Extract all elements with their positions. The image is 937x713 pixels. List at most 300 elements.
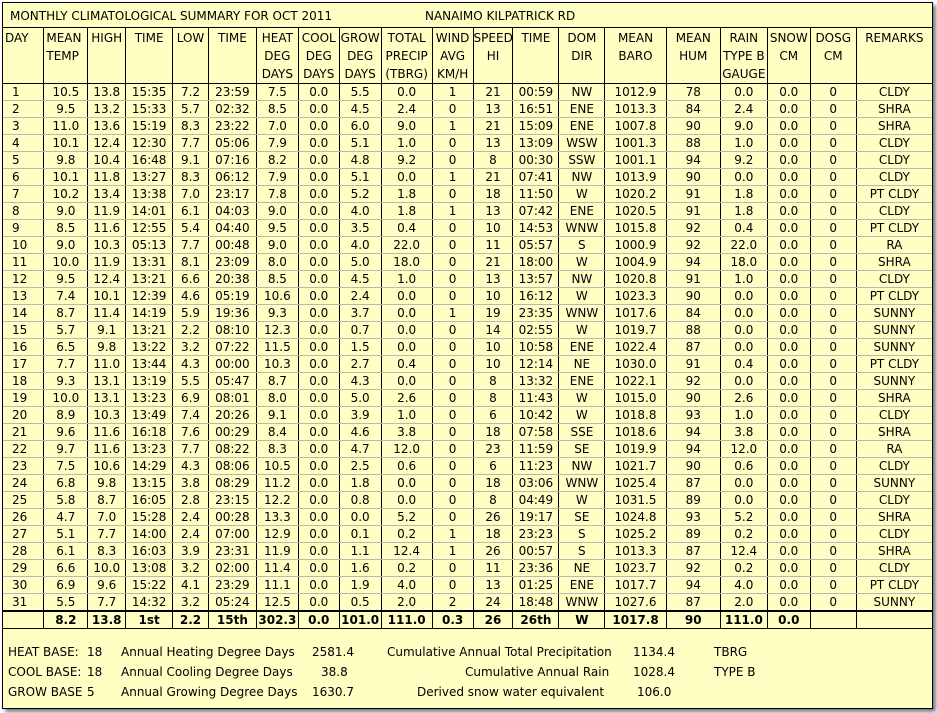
table-cell: 13:19 xyxy=(126,373,173,390)
table-cell: 07:42 xyxy=(513,203,559,220)
table-cell: 1.8 xyxy=(720,186,767,203)
table-cell: 10.6 xyxy=(88,458,126,475)
table-cell: 13:49 xyxy=(126,407,173,424)
table-cell: 1017.7 xyxy=(605,577,666,594)
column-header: COOL DEG DAYS xyxy=(298,28,339,84)
table-cell: 8.5 xyxy=(256,271,298,288)
cum-precip-label: Cumulative Annual Total Precipitation xyxy=(387,645,612,659)
table-cell: 00:57 xyxy=(513,543,559,560)
table-cell: 5.8 xyxy=(44,492,88,509)
table-cell: 0.0 xyxy=(298,594,339,612)
table-cell: 1025.2 xyxy=(605,526,666,543)
table-cell: 23:23 xyxy=(513,526,559,543)
header-row xyxy=(3,28,932,84)
table-cell: 0.0 xyxy=(720,373,767,390)
table-cell: 14 xyxy=(3,305,44,322)
table-cell: 0 xyxy=(810,492,856,509)
table-cell: 23:22 xyxy=(208,118,256,135)
table-cell: 0.0 xyxy=(767,186,810,203)
table-cell: 2.4 xyxy=(173,526,209,543)
table-cell: 9.2 xyxy=(381,152,432,169)
table-cell: 7.7 xyxy=(173,237,209,254)
table-cell: 13:38 xyxy=(126,186,173,203)
table-cell: 7.5 xyxy=(256,84,298,101)
table-cell: 25 xyxy=(3,492,44,509)
table-cell: 3.9 xyxy=(339,407,381,424)
table-cell: 05:24 xyxy=(208,594,256,612)
table-cell: 0 xyxy=(432,424,473,441)
table-cell: 11.9 xyxy=(256,543,298,560)
table-row xyxy=(3,322,932,339)
table-cell: 4.6 xyxy=(173,288,209,305)
table-cell: 0 xyxy=(432,390,473,407)
totals-cell: 2.2 xyxy=(173,611,209,629)
column-header: SPEED HI xyxy=(473,28,513,84)
table-row xyxy=(3,407,932,424)
table-cell: 0 xyxy=(432,237,473,254)
totals-cell: 90 xyxy=(666,611,720,629)
table-cell: 6.0 xyxy=(339,118,381,135)
table-cell: 18 xyxy=(473,475,513,492)
table-cell: 0 xyxy=(432,101,473,118)
table-row xyxy=(3,186,932,203)
table-cell: 0.0 xyxy=(767,288,810,305)
table-cell: 5 xyxy=(3,152,44,169)
table-row xyxy=(3,526,932,543)
table-cell: 11 xyxy=(473,560,513,577)
table-cell: 0.0 xyxy=(767,169,810,186)
table-cell: ENE xyxy=(559,203,605,220)
cum-precip-unit: TBRG xyxy=(714,645,748,659)
table-cell: 4.0 xyxy=(339,203,381,220)
table-cell: 0 xyxy=(432,492,473,509)
table-cell: 0 xyxy=(810,152,856,169)
table-cell: 21 xyxy=(473,118,513,135)
table-cell: 1031.5 xyxy=(605,492,666,509)
annual-heating-label: Annual Heating Degree Days xyxy=(121,645,295,659)
table-cell: 14:01 xyxy=(126,203,173,220)
table-row xyxy=(3,152,932,169)
table-cell: 13:09 xyxy=(513,135,559,152)
table-cell: 0.0 xyxy=(298,322,339,339)
table-cell: 5.5 xyxy=(173,373,209,390)
table-cell: 4.0 xyxy=(339,237,381,254)
station-name: NANAIMO KILPATRICK RD xyxy=(425,9,576,23)
totals-cell: 111.0 xyxy=(381,611,432,629)
table-cell: 1012.9 xyxy=(605,84,666,101)
table-cell: 0.0 xyxy=(767,475,810,492)
table-cell: 26 xyxy=(3,509,44,526)
table-cell: 13:21 xyxy=(126,271,173,288)
table-cell: SSW xyxy=(559,152,605,169)
table-cell: 8.0 xyxy=(256,254,298,271)
table-cell: 1.9 xyxy=(339,577,381,594)
table-cell: 11.9 xyxy=(88,203,126,220)
table-cell: 13:23 xyxy=(126,390,173,407)
table-cell: 0 xyxy=(810,84,856,101)
table-cell: 0.0 xyxy=(298,441,339,458)
table-cell: 1018.8 xyxy=(605,407,666,424)
table-cell: 5.5 xyxy=(44,594,88,612)
title-bar xyxy=(3,3,932,28)
table-cell: 94 xyxy=(666,577,720,594)
table-cell: 0.0 xyxy=(767,152,810,169)
table-cell: 1000.9 xyxy=(605,237,666,254)
table-cell: 0.0 xyxy=(298,543,339,560)
table-cell: 10.2 xyxy=(44,186,88,203)
table-cell: 13 xyxy=(473,135,513,152)
table-row xyxy=(3,560,932,577)
table-cell: 87 xyxy=(666,543,720,560)
table-cell: 0.0 xyxy=(767,543,810,560)
table-cell: 13:44 xyxy=(126,356,173,373)
table-cell: 4.3 xyxy=(173,458,209,475)
totals-cell: 13.8 xyxy=(88,611,126,629)
table-cell: 0.0 xyxy=(767,577,810,594)
table-cell: 7.7 xyxy=(173,135,209,152)
table-cell: 3.8 xyxy=(381,424,432,441)
table-cell: 1022.4 xyxy=(605,339,666,356)
table-cell: CLDY xyxy=(856,152,932,169)
table-cell: 9.8 xyxy=(88,475,126,492)
totals-cell xyxy=(856,611,932,629)
table-cell: 00:48 xyxy=(208,237,256,254)
table-cell: 0 xyxy=(810,526,856,543)
table-cell: 13.2 xyxy=(88,101,126,118)
table-cell: 0 xyxy=(432,186,473,203)
table-cell: 0.0 xyxy=(298,424,339,441)
table-cell: 4.6 xyxy=(339,424,381,441)
table-cell: SE xyxy=(559,509,605,526)
table-cell: 13 xyxy=(473,101,513,118)
table-cell: 6.8 xyxy=(44,475,88,492)
table-cell: 0 xyxy=(810,509,856,526)
table-cell: 0.0 xyxy=(298,356,339,373)
table-cell: 07:00 xyxy=(208,526,256,543)
table-cell: 18:00 xyxy=(513,254,559,271)
table-cell: 13:31 xyxy=(126,254,173,271)
table-cell: 10:58 xyxy=(513,339,559,356)
cum-rain-unit: TYPE B xyxy=(714,665,756,679)
table-cell: 1001.3 xyxy=(605,135,666,152)
table-cell: 89 xyxy=(666,492,720,509)
table-cell: 7.9 xyxy=(256,135,298,152)
table-cell: CLDY xyxy=(856,526,932,543)
table-cell: 3.9 xyxy=(173,543,209,560)
table-cell: 27 xyxy=(3,526,44,543)
table-cell: 22.0 xyxy=(381,237,432,254)
table-cell: 10.1 xyxy=(88,288,126,305)
table-cell: 0.0 xyxy=(767,407,810,424)
table-cell: 4.1 xyxy=(173,577,209,594)
table-cell: 00:29 xyxy=(208,424,256,441)
table-cell: 1 xyxy=(432,305,473,322)
table-cell: 2.2 xyxy=(173,322,209,339)
table-cell: 02:32 xyxy=(208,101,256,118)
table-cell: 5.7 xyxy=(173,101,209,118)
table-cell: 8.5 xyxy=(44,220,88,237)
annual-growing-value: 1630.7 xyxy=(312,685,354,699)
totals-row xyxy=(3,611,932,629)
table-cell: 12.0 xyxy=(720,441,767,458)
table-cell: ENE xyxy=(559,101,605,118)
totals-cell: 0.0 xyxy=(298,611,339,629)
table-cell: 0 xyxy=(810,135,856,152)
table-cell: 1.8 xyxy=(381,203,432,220)
table-cell: 4.0 xyxy=(720,577,767,594)
table-cell: 0.0 xyxy=(767,390,810,407)
table-cell: 4.5 xyxy=(339,101,381,118)
totals-cell: 111.0 xyxy=(720,611,767,629)
cum-rain-value: 1028.4 xyxy=(633,665,675,679)
table-cell: 18:48 xyxy=(513,594,559,612)
table-cell: 00:59 xyxy=(513,84,559,101)
table-cell: 2 xyxy=(432,594,473,612)
table-cell: 1027.6 xyxy=(605,594,666,612)
table-row xyxy=(3,288,932,305)
table-cell: 8.0 xyxy=(256,390,298,407)
table-cell: 0.0 xyxy=(298,339,339,356)
table-cell: 1007.8 xyxy=(605,118,666,135)
table-cell: 0.4 xyxy=(720,356,767,373)
table-cell: 84 xyxy=(666,305,720,322)
table-cell: 0.0 xyxy=(720,475,767,492)
table-cell: 0.0 xyxy=(298,152,339,169)
table-cell: NW xyxy=(559,169,605,186)
totals-cell: 15th xyxy=(208,611,256,629)
table-cell: CLDY xyxy=(856,492,932,509)
table-row xyxy=(3,441,932,458)
table-cell: 5.2 xyxy=(720,509,767,526)
table-cell: 11 xyxy=(473,237,513,254)
table-cell: 0.0 xyxy=(767,526,810,543)
annual-heating-value: 2581.4 xyxy=(312,645,354,659)
table-cell: 00:30 xyxy=(513,152,559,169)
column-header: MEAN BARO xyxy=(605,28,666,84)
table-cell: 2.4 xyxy=(381,101,432,118)
table-cell: 0 xyxy=(432,407,473,424)
table-row xyxy=(3,135,932,152)
table-cell: 1020.8 xyxy=(605,271,666,288)
table-row xyxy=(3,492,932,509)
table-cell: 07:41 xyxy=(513,169,559,186)
report-title: MONTHLY CLIMATOLOGICAL SUMMARY FOR OCT 2011 xyxy=(10,9,333,23)
table-cell: SHRA xyxy=(856,390,932,407)
table-cell: 0.0 xyxy=(767,594,810,612)
table-cell: W xyxy=(559,322,605,339)
table-cell: 0.0 xyxy=(767,356,810,373)
table-cell: 0.0 xyxy=(298,560,339,577)
table-cell: 89 xyxy=(666,526,720,543)
table-cell: 10.1 xyxy=(44,135,88,152)
table-cell: 13.4 xyxy=(88,186,126,203)
column-header: HIGH xyxy=(88,28,126,84)
table-cell: 19:17 xyxy=(513,509,559,526)
table-cell: 8 xyxy=(3,203,44,220)
table-cell: 5.1 xyxy=(339,135,381,152)
annual-growing-label: Annual Growing Degree Days xyxy=(121,685,298,699)
table-cell: 0 xyxy=(810,305,856,322)
table-cell: 7.7 xyxy=(88,526,126,543)
table-cell: ENE xyxy=(559,373,605,390)
table-cell: WNW xyxy=(559,594,605,612)
table-cell: 12.4 xyxy=(720,543,767,560)
table-cell: 2.4 xyxy=(173,509,209,526)
table-cell: CLDY xyxy=(856,271,932,288)
table-cell: 6.1 xyxy=(44,543,88,560)
table-cell: 1017.6 xyxy=(605,305,666,322)
table-cell: 91 xyxy=(666,186,720,203)
totals-cell: 302.3 xyxy=(258,613,297,627)
table-cell: 19 xyxy=(473,305,513,322)
table-cell: 10 xyxy=(3,237,44,254)
table-cell: 08:29 xyxy=(208,475,256,492)
table-row xyxy=(3,203,932,220)
table-cell: 6.1 xyxy=(173,203,209,220)
table-cell: 10.3 xyxy=(256,356,298,373)
table-cell: 90 xyxy=(666,390,720,407)
table-cell: 23 xyxy=(3,458,44,475)
table-cell: 0.1 xyxy=(339,526,381,543)
table-cell: 0.0 xyxy=(381,288,432,305)
table-cell: 07:58 xyxy=(513,424,559,441)
table-cell: ENE xyxy=(559,339,605,356)
table-cell: 7.7 xyxy=(44,356,88,373)
table-cell: 6 xyxy=(473,407,513,424)
table-cell: 0.0 xyxy=(767,203,810,220)
table-cell: 11.5 xyxy=(256,339,298,356)
table-cell: 3.8 xyxy=(173,475,209,492)
table-cell: 5.1 xyxy=(44,526,88,543)
table-cell: 10.3 xyxy=(88,407,126,424)
table-cell: 0.0 xyxy=(767,254,810,271)
table-cell: 0 xyxy=(432,220,473,237)
table-cell: 92 xyxy=(666,560,720,577)
table-cell: 0.0 xyxy=(298,458,339,475)
table-cell: 1001.1 xyxy=(605,152,666,169)
table-cell: 0.0 xyxy=(298,186,339,203)
table-cell: 0.0 xyxy=(298,203,339,220)
table-cell: 08:01 xyxy=(208,390,256,407)
table-cell: 0 xyxy=(810,560,856,577)
table-cell: 18 xyxy=(473,526,513,543)
table-cell: 4.5 xyxy=(339,271,381,288)
table-cell: 7.0 xyxy=(173,186,209,203)
table-cell: 9.0 xyxy=(44,237,88,254)
table-cell: 21 xyxy=(473,84,513,101)
table-cell: 23:35 xyxy=(513,305,559,322)
table-cell: 10 xyxy=(473,220,513,237)
table-cell: S xyxy=(559,237,605,254)
table-cell: 1018.6 xyxy=(605,424,666,441)
table-cell: 1013.3 xyxy=(605,543,666,560)
table-cell: 0.0 xyxy=(298,305,339,322)
table-cell: 22.0 xyxy=(720,237,767,254)
table-cell: 12.4 xyxy=(381,543,432,560)
table-cell: 0 xyxy=(432,509,473,526)
table-cell: 0 xyxy=(810,186,856,203)
annual-summary xyxy=(3,643,932,708)
table-cell: NW xyxy=(559,271,605,288)
table-row xyxy=(3,356,932,373)
table-cell: 11.4 xyxy=(256,560,298,577)
table-cell: 15:28 xyxy=(126,509,173,526)
table-cell: 0.0 xyxy=(767,458,810,475)
table-cell: 13 xyxy=(473,271,513,288)
table-cell: 1019.9 xyxy=(605,441,666,458)
table-cell: 13:15 xyxy=(126,475,173,492)
table-cell: CLDY xyxy=(856,458,932,475)
table-cell: 0 xyxy=(810,577,856,594)
table-cell: 0 xyxy=(810,237,856,254)
table-cell: CLDY xyxy=(856,135,932,152)
table-cell: 14:00 xyxy=(126,526,173,543)
table-cell: W xyxy=(559,407,605,424)
table-cell: 5.1 xyxy=(339,169,381,186)
table-cell: 15:22 xyxy=(126,577,173,594)
totals-cell xyxy=(3,611,44,629)
table-cell: 0 xyxy=(810,407,856,424)
table-cell: 3.7 xyxy=(339,305,381,322)
table-cell: 8.7 xyxy=(256,373,298,390)
annual-cooling-value: 38.8 xyxy=(321,665,348,679)
totals-cell: 26th xyxy=(513,611,559,629)
table-cell: 11.4 xyxy=(88,305,126,322)
table-cell: 12:55 xyxy=(126,220,173,237)
table-cell: RA xyxy=(856,237,932,254)
table-row xyxy=(3,390,932,407)
table-cell: 0.5 xyxy=(339,594,381,612)
table-cell: 7.9 xyxy=(256,169,298,186)
table-cell: 5.7 xyxy=(44,322,88,339)
totals-cell: 101.0 xyxy=(341,613,380,627)
table-row xyxy=(3,373,932,390)
table-cell: 1013.3 xyxy=(605,101,666,118)
table-cell: WNW xyxy=(559,475,605,492)
table-cell: 13.8 xyxy=(88,84,126,101)
table-cell: 11:23 xyxy=(513,458,559,475)
table-cell: 0.0 xyxy=(298,390,339,407)
table-cell: SHRA xyxy=(856,101,932,118)
table-cell: 6.9 xyxy=(173,390,209,407)
table-row xyxy=(3,237,932,254)
table-cell: 05:19 xyxy=(208,288,256,305)
table-cell: SHRA xyxy=(856,254,932,271)
table-cell: 0.0 xyxy=(298,118,339,135)
column-header: LOW xyxy=(173,28,209,84)
totals-cell xyxy=(810,611,856,629)
table-cell: W xyxy=(559,492,605,509)
grow-base-label: GROW BASE xyxy=(8,685,83,699)
table-cell: ENE xyxy=(559,577,605,594)
table-cell: SUNNY xyxy=(856,373,932,390)
table-cell: 8 xyxy=(473,373,513,390)
table-cell: 0.0 xyxy=(381,84,432,101)
table-cell: 0 xyxy=(810,390,856,407)
table-cell: 2.4 xyxy=(720,101,767,118)
table-cell: 21 xyxy=(473,254,513,271)
table-cell: 93 xyxy=(666,509,720,526)
table-cell: 13 xyxy=(473,577,513,594)
table-cell: 0.0 xyxy=(767,441,810,458)
table-row xyxy=(3,424,932,441)
table-cell: 8.1 xyxy=(173,254,209,271)
table-cell: 8.3 xyxy=(173,118,209,135)
table-cell: 23:17 xyxy=(208,186,256,203)
table-cell: 1 xyxy=(432,203,473,220)
table-cell: 29 xyxy=(3,560,44,577)
table-cell: 2 xyxy=(3,101,44,118)
